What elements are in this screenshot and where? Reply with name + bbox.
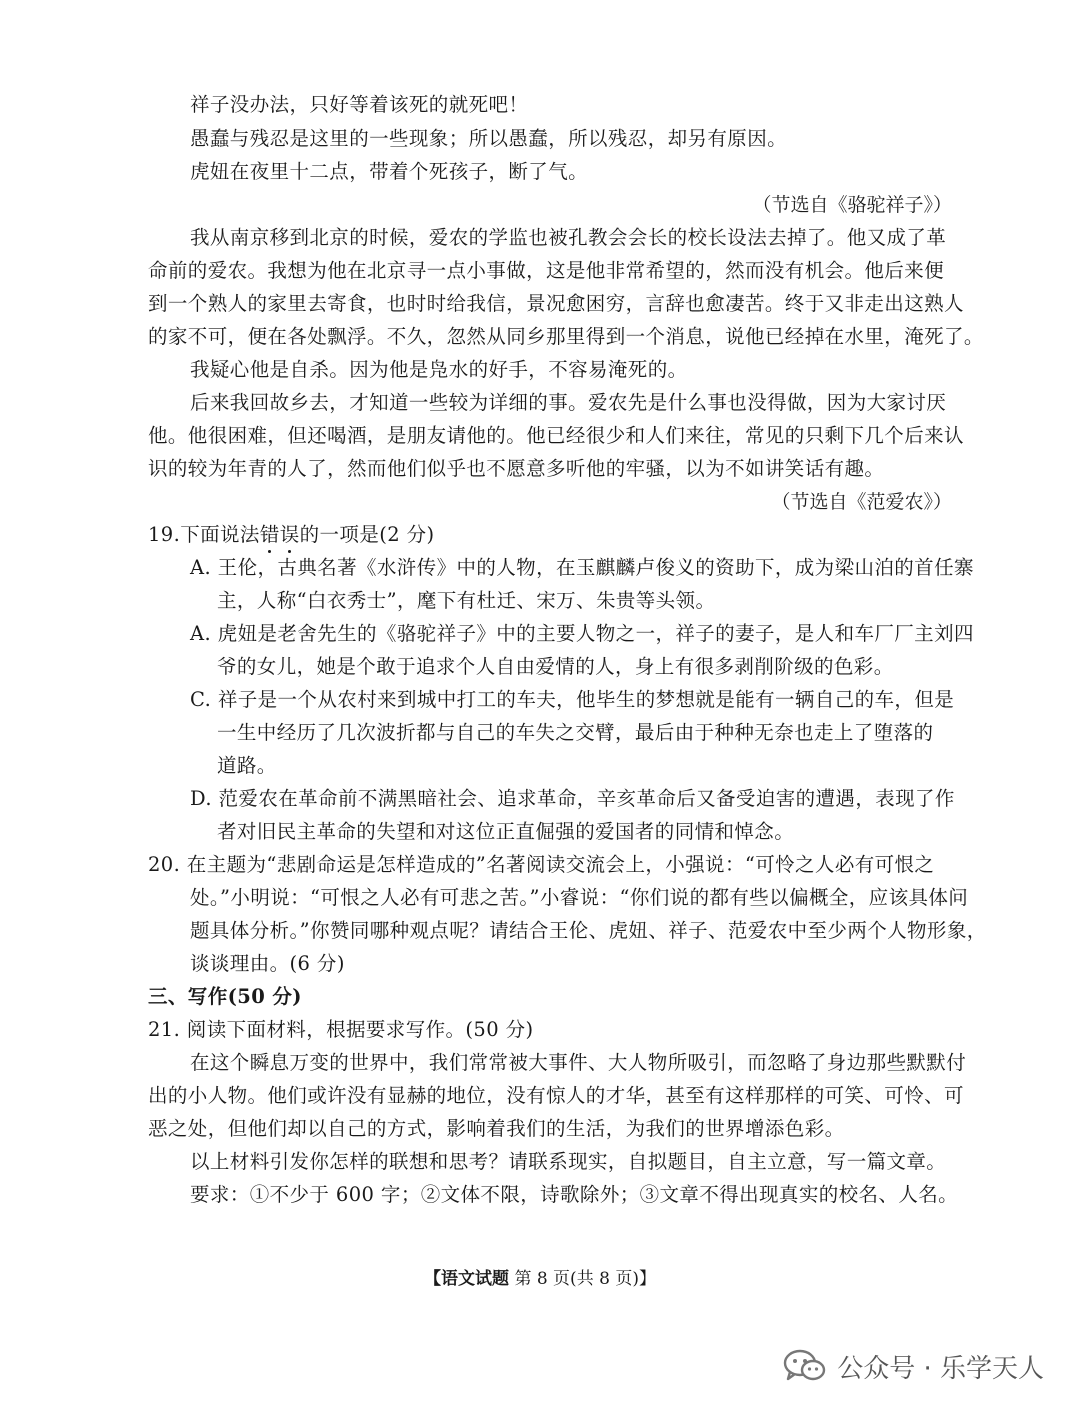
passage2-line: 命前的爱农。我想为他在北京寻一点小事做，这是他非常希望的，然而没有机会。他后来便 [148,259,945,282]
section3-title: 三、写作(50 分) [148,985,302,1008]
q19-option-d-cont: 者对旧民主革命的失望和对这位正直倔强的爱国者的同情和悼念。 [217,820,795,843]
passage1-line: 祥子没办法，只好等着该死的就死吧！ [190,93,529,116]
q21-requirements: 要求：①不少于 600 字；②文体不限，诗歌除外；③文章不得出现真实的校名、人名。 [190,1183,959,1206]
q20-line: 题具体分析。”你赞同哪种观点呢？请结合王伦、虎妞、祥子、范爱农中至少两个人物形象， [190,919,987,942]
q19-stem-pre: 19.下面说法 [148,523,260,546]
passage2-line: 的家不可，便在各处飘浮。不久，忽然从同乡那里得到一个消息，说他已经掉在水里，淹死了。 [148,325,984,348]
watermark-text: 公众号 · 乐学天人 [837,1353,1044,1384]
q19-option-c-cont: 一生中经历了几次波折都与自己的车失之交臂，最后由于种种无奈也走上了堕落的 [217,721,934,744]
page-footer [0,1266,1080,1292]
q21-material-line: 出的小人物。他们或许没有显赫的地位，没有惊人的才华，甚至有这样那样的可笑、可怜、可 [148,1084,964,1107]
wechat-icon [783,1348,827,1384]
q19-option-a-cont: 主，人称“白衣秀士”，麾下有杜迁、宋万、朱贵等头领。 [217,589,716,612]
passage1-line: 虎妞在夜里十二点，带着个死孩子，断了气。 [190,160,589,183]
watermark [783,1346,1044,1386]
q19-option-b-cont: 爷的女儿，她是个敢于追求个人自由爱情的人，身上有很多剥削阶级的色彩。 [217,655,894,678]
passage2-line: 后来我回故乡去，才知道一些较为详细的事。爱农先是什么事也没得做，因为大家讨厌 [190,391,947,414]
q19-option-d: D. 范爱农在革命前不满黑暗社会、追求革命，辛亥革命后又备受迫害的遭遇，表现了作 [190,787,955,810]
q20-line: 谈谈理由。(6 分) [190,952,345,975]
q19-option-b: A. 虎妞是老舍先生的《骆驼祥子》中的主要人物之一，祥子的妻子，是人和车厂厂主刘四 [190,622,974,645]
q21-material-line: 在这个瞬息万变的世界中，我们常常被大事件、大人物所吸引，而忽略了身边那些默默付 [190,1051,967,1074]
q21-material-line: 恶之处，但他们却以自己的方式，影响着我们的生活，为我们的世界增添色彩。 [148,1117,845,1140]
passage2-line: 我疑心他是自杀。因为他是凫水的好手，不容易淹死的。 [190,358,688,381]
passage1-source: （节选自《骆驼祥子》） [752,194,952,216]
q20-line: 20. 在主题为“悲剧命运是怎样造成的”名著阅读交流会上，小强说：“可怜之人必有可恨之 [148,853,935,876]
q19-option-c: C. 祥子是一个从农村来到城中打工的车夫，他毕生的梦想就是能有一辆自己的车，但是 [190,688,955,711]
q19-option-c-cont: 道路。 [217,754,277,777]
passage2-line: 他。他很困难，但还喝酒，是朋友请他的。他已经很少和人们来往，常见的只剩下几个后来认 [148,424,964,447]
q20-line: 处。”小明说：“可恨之人必有可悲之苦。”小睿说：“你们说的都有些以偏概全，应该具体问 [190,886,969,909]
q19-emphasis-char: 错 [259,523,280,546]
passage2-line: 到一个熟人的家里去寄食，也时时给我信，景况愈困穷，言辞也愈凄苦。终于又非走出这熟人 [148,292,964,315]
q21-stem: 21. 阅读下面材料，根据要求写作。(50 分) [148,1018,534,1041]
q19-emphasis-char: 误 [279,523,300,546]
q19-stem-post: 的一项是(2 分) [299,523,435,546]
passage2-line: 识的较为年青的人了，然而他们似乎也不愿意多听他的牢骚，以为不如讲笑话有趣。 [148,457,885,480]
footer-subject: 【语文试题 [424,1269,510,1289]
passage2-source: （节选自《范爱农》） [771,491,952,513]
q21-prompt: 以上材料引发你怎样的联想和思考？请联系现实，自拟题目，自主立意，写一篇文章。 [190,1150,947,1173]
passage1-line: 愚蠢与残忍是这里的一些现象；所以愚蠢，所以残忍，却另有原因。 [190,127,788,150]
footer-page: 第 8 页(共 8 页)】 [514,1269,656,1289]
q19-stem [148,520,435,550]
passage2-line: 我从南京移到北京的时候，爱农的学监也被孔教会会长的校长设法去掉了。他又成了革 [190,226,947,249]
q19-option-a: A. 王伦，古典名著《水浒传》中的人物，在玉麒麟卢俊义的资助下，成为梁山泊的首任寨 [190,556,974,579]
